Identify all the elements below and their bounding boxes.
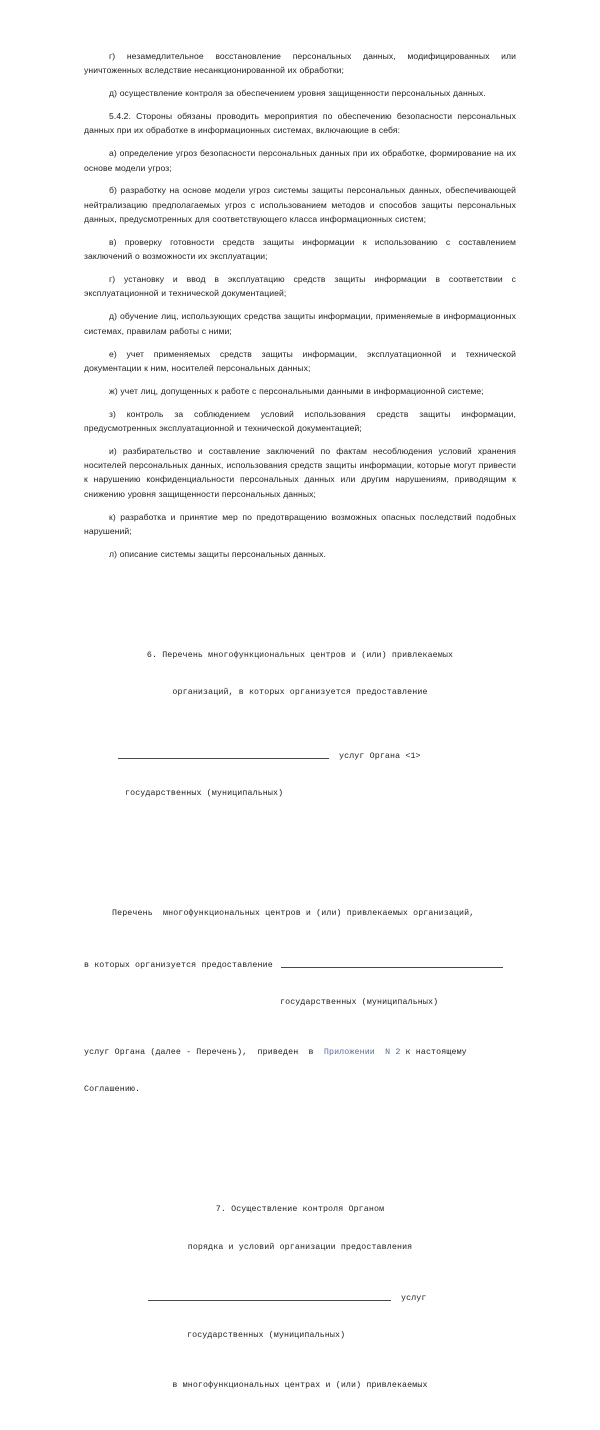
section7-tail-line: в многофункциональных центрах и (или) привлекаемых [172, 1380, 428, 1390]
paragraph-g-installation: г) установку и ввод в эксплуатацию средств защиты информации в соответствии с эксплуатационной и технической документацией; [84, 274, 516, 299]
section6-blank-rule[interactable] [118, 749, 329, 759]
section6-body-blank-caption-row [84, 997, 516, 1009]
paragraph-i-investigation: и) разбирательство и составление заключений по фактам несоблюдения условий хранения носителей персональных данных, использования средств защиты информации, которые могут привести к нарушению конфиденциальности персональных данных или другим нарушениям, приводящим к снижению уровня защищенности персональных данных; [84, 445, 516, 499]
paragraph-zh-person-accounting: ж) учет лиц, допущенных к работе с персональными данными в информационной системе; [109, 385, 484, 396]
section6-body-line1 [84, 908, 516, 920]
section6-blank-trailing: услуг Органа <1> [339, 751, 421, 761]
section6-body-line2-row [84, 958, 516, 972]
form-section [84, 600, 516, 1430]
paragraph-v-readiness: в) проверку готовности средств защиты информации к использованию с составлением заключений о возможности их эксплуатации; [84, 236, 516, 262]
section7-blank-caption-row [84, 1330, 516, 1342]
paragraph-d-control: д) осуществление контроля за обеспечением уровня защищенности персональных данных. [109, 88, 486, 99]
section6-blank-caption: государственных (муниципальных) [125, 789, 284, 799]
section7-blank-rule[interactable] [148, 1291, 391, 1301]
section6-body-blank-rule[interactable] [281, 958, 503, 968]
section6-body-line2-text: в которых организуется предоставление [84, 960, 273, 970]
section6-body-line3-pre: услуг Органа (далее - Перечень), приведен в [84, 1047, 324, 1057]
paragraph-l-description: л) описание системы защиты персональных данных. [109, 548, 326, 559]
prose-section [84, 49, 516, 561]
spacer [84, 838, 516, 859]
section7-heading-line1: 7. Осуществление контроля Органом [215, 1205, 385, 1215]
paragraph-clause-5-4-2: 5.4.2. Стороны обязаны проводить мероприятия по обеспечению безопасности персональных данных при их обработке в информационных системах, включающие в себя: [84, 111, 516, 136]
section7-blank-trailing: услуг [401, 1294, 427, 1304]
paragraph-z-monitoring: з) контроль за соблюдением условий использования средств защиты информации, предусмотренных эксплуатационной и технической документацией; [84, 408, 516, 433]
section6-blank-caption-row [84, 788, 516, 800]
section6-body-line4: Соглашению. [84, 1085, 141, 1095]
paragraph-g-restore: г) незамедлительное восстановление персональных данных, модифицированных или уничтоженных вследствие несанкционированной их обработки; [84, 51, 516, 76]
section6-heading-line2: организаций, в которых организуется предоставление [172, 687, 428, 697]
section6-body-line1-text: Перечень многофункциональных центров и (или) привлекаемых организаций, [112, 909, 475, 919]
section7-blank-caption: государственных (муниципальных) [187, 1331, 346, 1341]
paragraph-k-measures: к) разработка и принятие мер по предотвращению возможных опасных последствий подобных нарушений; [84, 511, 516, 536]
section6-body-blank-caption: государственных (муниципальных) [280, 998, 439, 1008]
section7-heading-line2: порядка и условий организации предоставления [187, 1242, 413, 1252]
paragraph-e-accounting: е) учет применяемых средств защиты информации, эксплуатационной и технической документации к ним, носителей персональных данных; [84, 348, 516, 373]
section6-body-line3 [84, 1047, 516, 1059]
section6-blank-row [84, 749, 516, 763]
section6-heading-line1: 6. Перечень многофункциональных центров и (или) привлекаемых [146, 650, 454, 660]
spacer [84, 1134, 516, 1155]
section6-body-line3-post: к настоящему [400, 1047, 467, 1057]
paragraph-d-training: д) обучение лиц, использующих средства защиты информации, применяемые в информационных системах, правилам работы с ними; [84, 311, 516, 336]
section7-blank-row [84, 1291, 516, 1305]
appendix-2-link[interactable]: Приложении N 2 [323, 1047, 401, 1057]
paragraph-a-threats: а) определение угроз безопасности персональных данных при их обработке, формирование на их основе модели угроз; [84, 148, 516, 173]
paragraph-b-development: б) разработку на основе модели угроз системы защиты персональных данных, обеспечивающей нейтрализацию предполагаемых угроз с использованием методов и способов защиты персональных данных, предусмотренных для соответствующего класса информационных систем; [84, 185, 516, 225]
